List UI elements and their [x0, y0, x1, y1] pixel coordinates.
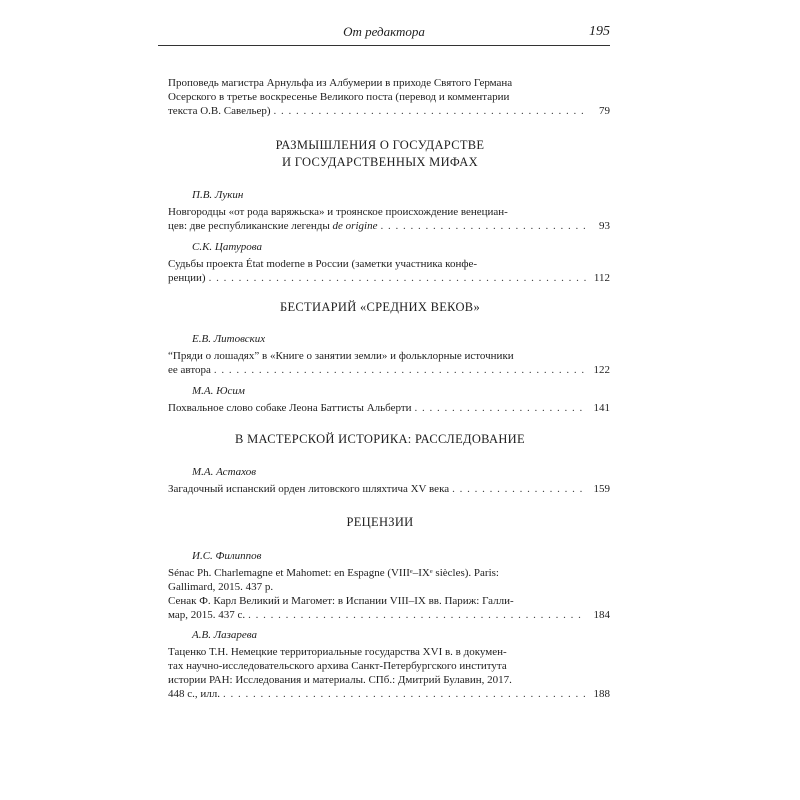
entry-page: 122	[593, 364, 610, 376]
toc-entry-litovskikh[interactable]	[168, 349, 610, 377]
leader-dots	[214, 363, 586, 377]
entry-title: Судьбы проекта État moderne в России (заметки участника конфе- ренции) . . .	[168, 257, 586, 285]
toc-entry-yusim[interactable]	[168, 401, 610, 415]
entry-page: 184	[593, 609, 610, 621]
leader-dots	[380, 219, 586, 233]
entry-title: “Пряди о лошадях” в «Книге о занятии земли» и фольклорные источники ее автора . . .	[168, 349, 586, 377]
entry-author: П.В. Лукин	[192, 189, 244, 201]
entry-page: 188	[593, 688, 610, 700]
section-heading-reviews: РЕЦЕНЗИИ	[346, 515, 414, 529]
entry-page: 79	[599, 105, 610, 117]
toc-entry-astakhov[interactable]	[168, 482, 610, 496]
entry-title: Sénac Ph. Charlemagne et Mahomet: en Espagne (VIIIᵉ–IXᵉ siècles). Paris: Gallimard, 2015. 437 p. Сенак Ф. Карл Великий и Магомет: в Испании VIII–IX вв. Париж: Галли- мар, 2015. 437 с. . . .	[168, 566, 586, 622]
entry-author: М.А. Юсим	[192, 385, 245, 397]
leader-dots	[274, 104, 586, 118]
entry-page: 93	[599, 220, 610, 232]
entry-page: 141	[593, 402, 610, 414]
entry-title: Загадочный испанский орден литовского шляхтича XV века . . .	[168, 482, 586, 496]
header-rule	[158, 45, 610, 46]
section-heading-state: РАЗМЫШЛЕНИЯ О ГОСУДАРСТВЕ И ГОСУДАРСТВЕННЫХ МИФАХ	[275, 138, 485, 169]
entry-page: 159	[593, 483, 610, 495]
toc-entry-filippov[interactable]	[168, 566, 610, 622]
leader-dots	[248, 608, 586, 622]
entry-author: А.В. Лазарева	[192, 629, 258, 641]
entry-title: Проповедь магистра Арнульфа из Албумерии в приходе Святого Германа Осерского в третье воскресенье Великого поста (перевод и комментарии текста О.В. Савельер) . . .	[168, 76, 586, 118]
leader-dots	[415, 401, 586, 415]
entry-title: Новгородцы «от рода варяжьска» и троянское происхождение венециан- цев: две республиканские легенды de origine . . .	[168, 205, 586, 233]
toc-entry-tsaturova[interactable]	[168, 257, 610, 285]
leader-dots	[209, 271, 586, 285]
section-heading-workshop: В МАСТЕРСКОЙ ИСТОРИКА: РАССЛЕДОВАНИЕ	[235, 432, 525, 446]
entry-title: Похвальное слово собаке Леона Баттисты Альберти . . .	[168, 401, 586, 415]
entry-author: Е.В. Литовских	[192, 333, 266, 345]
toc-entry-arnulf[interactable]	[168, 76, 610, 118]
entry-author: И.С. Филиппов	[192, 550, 262, 562]
table-of-contents	[168, 76, 610, 701]
running-title: От редактора	[343, 24, 425, 39]
entry-title: Таценко Т.Н. Немецкие территориальные государства XVI в. в докумен- тах научно-исследовательского архива Санкт-Петербургского института истории РАН: Исследования и материалы. СПб.: Дмитрий Булавин, 2017. 448 с., илл. . . .	[168, 645, 586, 701]
entry-page: 112	[593, 272, 610, 284]
entry-author: С.К. Цатурова	[192, 241, 262, 253]
entry-author: М.А. Астахов	[192, 466, 257, 478]
section-heading-bestiary: БЕСТИАРИЙ «СРЕДНИХ ВЕКОВ»	[280, 300, 480, 314]
leader-dots	[452, 482, 586, 496]
toc-entry-lazareva[interactable]	[168, 645, 610, 701]
running-header	[158, 24, 610, 44]
toc-entry-lukin[interactable]	[168, 205, 610, 233]
page-number: 195	[589, 24, 610, 39]
leader-dots	[223, 687, 586, 701]
